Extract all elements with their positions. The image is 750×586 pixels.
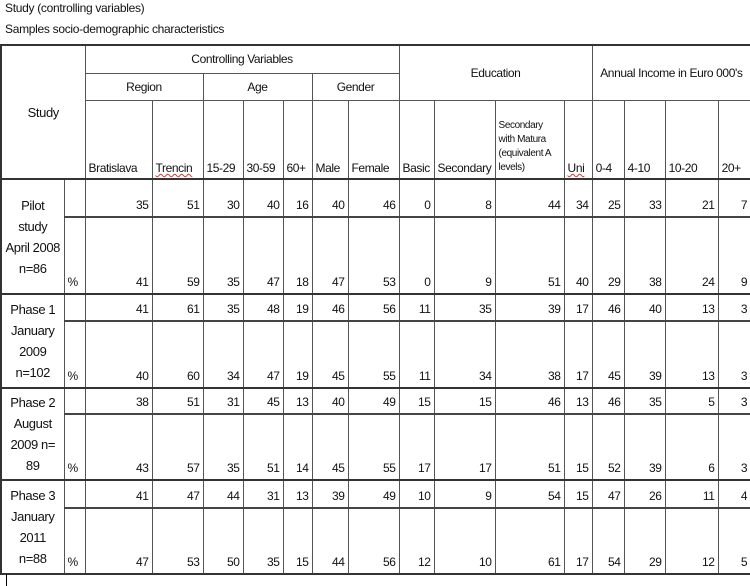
column-header-label: 4-10	[627, 161, 650, 175]
count-cell: 8	[434, 179, 495, 217]
column-header-label: 30-59	[246, 161, 276, 175]
study-label: Phase 3 January 2011 n=88	[1, 480, 64, 574]
percent-cell: 47	[85, 508, 152, 574]
percent-cell: 18	[283, 217, 312, 294]
count-cell: 3	[718, 388, 750, 414]
percent-cell: 50	[203, 508, 243, 574]
count-cell: 15	[564, 480, 592, 508]
percent-cell: 17	[399, 414, 434, 480]
count-cell: 31	[203, 388, 243, 414]
percent-cell: 53	[152, 508, 203, 574]
percent-cell: 24	[665, 217, 718, 294]
count-cell: 21	[665, 179, 718, 217]
percent-label: %	[64, 508, 85, 574]
table-row-percents	[1, 414, 750, 480]
count-cell: 40	[312, 179, 348, 217]
count-cell: 7	[718, 179, 750, 217]
table-row-percents	[1, 217, 750, 294]
count-cell: 13	[283, 480, 312, 508]
column-header	[718, 100, 750, 179]
percent-cell: 44	[312, 508, 348, 574]
column-header-label: 60+	[286, 161, 306, 175]
count-cell: 31	[243, 480, 283, 508]
column-header	[564, 100, 592, 179]
empty-cell	[64, 179, 85, 217]
percent-cell: 34	[434, 321, 495, 388]
column-header	[434, 100, 495, 179]
count-cell: 16	[283, 179, 312, 217]
percent-cell: 39	[624, 321, 665, 388]
count-cell: 44	[495, 179, 564, 217]
column-header	[495, 100, 564, 179]
count-cell: 46	[495, 388, 564, 414]
percent-cell: 47	[243, 321, 283, 388]
percent-cell: 39	[624, 414, 665, 480]
column-header	[399, 100, 434, 179]
percent-cell: 55	[348, 321, 399, 388]
percent-cell: 35	[243, 508, 283, 574]
percent-cell: 45	[312, 414, 348, 480]
percent-cell: 10	[434, 508, 495, 574]
count-cell: 40	[312, 388, 348, 414]
count-cell: 47	[592, 480, 624, 508]
percent-cell: 17	[434, 414, 495, 480]
table-row-counts	[1, 388, 750, 414]
header-education: Education	[399, 45, 592, 100]
header-controlling-variables: Controlling Variables	[85, 45, 399, 73]
count-cell: 33	[624, 179, 665, 217]
count-cell: 45	[243, 388, 283, 414]
count-cell: 30	[203, 179, 243, 217]
count-cell: 13	[283, 388, 312, 414]
study-label: Phase 2 August 2009 n= 89	[1, 388, 64, 480]
percent-cell: 12	[399, 508, 434, 574]
column-header	[624, 100, 665, 179]
percent-cell: 47	[243, 217, 283, 294]
count-cell: 48	[243, 294, 283, 321]
table-row-counts	[1, 294, 750, 321]
column-header	[312, 100, 348, 179]
percent-cell: 34	[203, 321, 243, 388]
study-label: Phase 1 January 2009 n=102	[1, 294, 64, 388]
percent-cell: 52	[592, 414, 624, 480]
column-header-label: Female	[351, 161, 390, 175]
percent-cell: 29	[624, 508, 665, 574]
demographics-table	[0, 44, 750, 575]
percent-cell: 9	[718, 217, 750, 294]
count-cell: 35	[624, 388, 665, 414]
caption-subtitle: Samples socio-demographic characteristics	[5, 22, 225, 36]
count-cell: 34	[564, 179, 592, 217]
count-cell: 40	[243, 179, 283, 217]
count-cell: 38	[85, 388, 152, 414]
study-label: Pilot study April 2008 n=86	[1, 179, 64, 294]
percent-cell: 11	[399, 321, 434, 388]
column-header-label: Uni	[567, 161, 585, 175]
text-cursor	[6, 574, 7, 586]
column-header-label: 20+	[721, 161, 741, 175]
count-cell: 39	[495, 294, 564, 321]
empty-cell	[64, 480, 85, 508]
percent-cell: 29	[592, 217, 624, 294]
table-row-counts	[1, 179, 750, 217]
percent-cell: 41	[85, 217, 152, 294]
percent-cell: 17	[564, 508, 592, 574]
count-cell: 49	[348, 388, 399, 414]
percent-cell: 15	[283, 508, 312, 574]
column-header-label: Trencin	[155, 161, 193, 175]
column-header-label: 0-4	[595, 161, 612, 175]
percent-cell: 9	[434, 217, 495, 294]
percent-cell: 35	[203, 414, 243, 480]
count-cell: 61	[152, 294, 203, 321]
percent-cell: 0	[399, 217, 434, 294]
percent-cell: 53	[348, 217, 399, 294]
count-cell: 44	[203, 480, 243, 508]
count-cell: 46	[592, 294, 624, 321]
column-header-label: 15-29	[206, 161, 236, 175]
percent-cell: 55	[348, 414, 399, 480]
percent-cell: 51	[495, 414, 564, 480]
empty-cell	[64, 388, 85, 414]
column-header-label: Basic	[402, 161, 430, 175]
count-cell: 46	[348, 179, 399, 217]
column-header	[152, 100, 203, 179]
count-cell: 35	[85, 179, 152, 217]
table-row-percents	[1, 508, 750, 574]
count-cell: 4	[718, 480, 750, 508]
percent-cell: 13	[665, 321, 718, 388]
count-cell: 26	[624, 480, 665, 508]
count-cell: 11	[399, 294, 434, 321]
header-age: Age	[203, 73, 312, 100]
count-cell: 11	[665, 480, 718, 508]
percent-cell: 51	[495, 217, 564, 294]
column-header	[85, 100, 152, 179]
percent-cell: 14	[283, 414, 312, 480]
percent-cell: 35	[203, 217, 243, 294]
percent-cell: 38	[624, 217, 665, 294]
percent-cell: 54	[592, 508, 624, 574]
count-cell: 13	[564, 388, 592, 414]
header-gender: Gender	[312, 73, 399, 100]
caption-title: Study (controlling variables)	[5, 1, 145, 15]
percent-cell: 3	[718, 414, 750, 480]
percent-cell: 56	[348, 508, 399, 574]
percent-cell: 59	[152, 217, 203, 294]
percent-cell: 6	[665, 414, 718, 480]
column-header-label: 10-20	[668, 161, 698, 175]
count-cell: 49	[348, 480, 399, 508]
percent-cell: 43	[85, 414, 152, 480]
count-cell: 51	[152, 179, 203, 217]
percent-cell: 40	[85, 321, 152, 388]
percent-cell: 38	[495, 321, 564, 388]
count-cell: 47	[152, 480, 203, 508]
percent-cell: 45	[312, 321, 348, 388]
percent-cell: 3	[718, 321, 750, 388]
column-header	[203, 100, 243, 179]
count-cell: 39	[312, 480, 348, 508]
percent-cell: 15	[564, 414, 592, 480]
count-cell: 19	[283, 294, 312, 321]
column-header-label: Male	[315, 161, 340, 175]
table-row-percents	[1, 321, 750, 388]
header-study: Study	[1, 45, 85, 179]
percent-cell: 45	[592, 321, 624, 388]
percent-label: %	[64, 414, 85, 480]
count-cell: 54	[495, 480, 564, 508]
percent-label: %	[64, 321, 85, 388]
header-income: Annual Income in Euro 000's	[592, 45, 750, 100]
count-cell: 40	[624, 294, 665, 321]
count-cell: 46	[312, 294, 348, 321]
percent-cell: 47	[312, 217, 348, 294]
column-header	[243, 100, 283, 179]
count-cell: 35	[434, 294, 495, 321]
column-header-label: Secondary	[437, 161, 492, 175]
percent-cell: 5	[718, 508, 750, 574]
column-header	[283, 100, 312, 179]
percent-cell: 19	[283, 321, 312, 388]
percent-cell: 60	[152, 321, 203, 388]
count-cell: 56	[348, 294, 399, 321]
count-cell: 13	[665, 294, 718, 321]
count-cell: 9	[434, 480, 495, 508]
percent-cell: 61	[495, 508, 564, 574]
column-header	[592, 100, 624, 179]
column-header-label: Secondary with Matura (equivalent A levels)	[498, 120, 551, 173]
percent-cell: 51	[243, 414, 283, 480]
count-cell: 15	[434, 388, 495, 414]
percent-cell: 40	[564, 217, 592, 294]
count-cell: 46	[592, 388, 624, 414]
column-header	[665, 100, 718, 179]
percent-cell: 57	[152, 414, 203, 480]
count-cell: 35	[203, 294, 243, 321]
count-cell: 17	[564, 294, 592, 321]
count-cell: 5	[665, 388, 718, 414]
count-cell: 51	[152, 388, 203, 414]
percent-label: %	[64, 217, 85, 294]
count-cell: 41	[85, 480, 152, 508]
empty-cell	[64, 294, 85, 321]
count-cell: 0	[399, 179, 434, 217]
percent-cell: 12	[665, 508, 718, 574]
count-cell: 41	[85, 294, 152, 321]
column-header-label: Bratislava	[88, 161, 138, 175]
header-region: Region	[85, 73, 203, 100]
percent-cell: 17	[564, 321, 592, 388]
table-row-counts	[1, 480, 750, 508]
count-cell: 3	[718, 294, 750, 321]
count-cell: 10	[399, 480, 434, 508]
count-cell: 25	[592, 179, 624, 217]
column-header	[348, 100, 399, 179]
count-cell: 15	[399, 388, 434, 414]
